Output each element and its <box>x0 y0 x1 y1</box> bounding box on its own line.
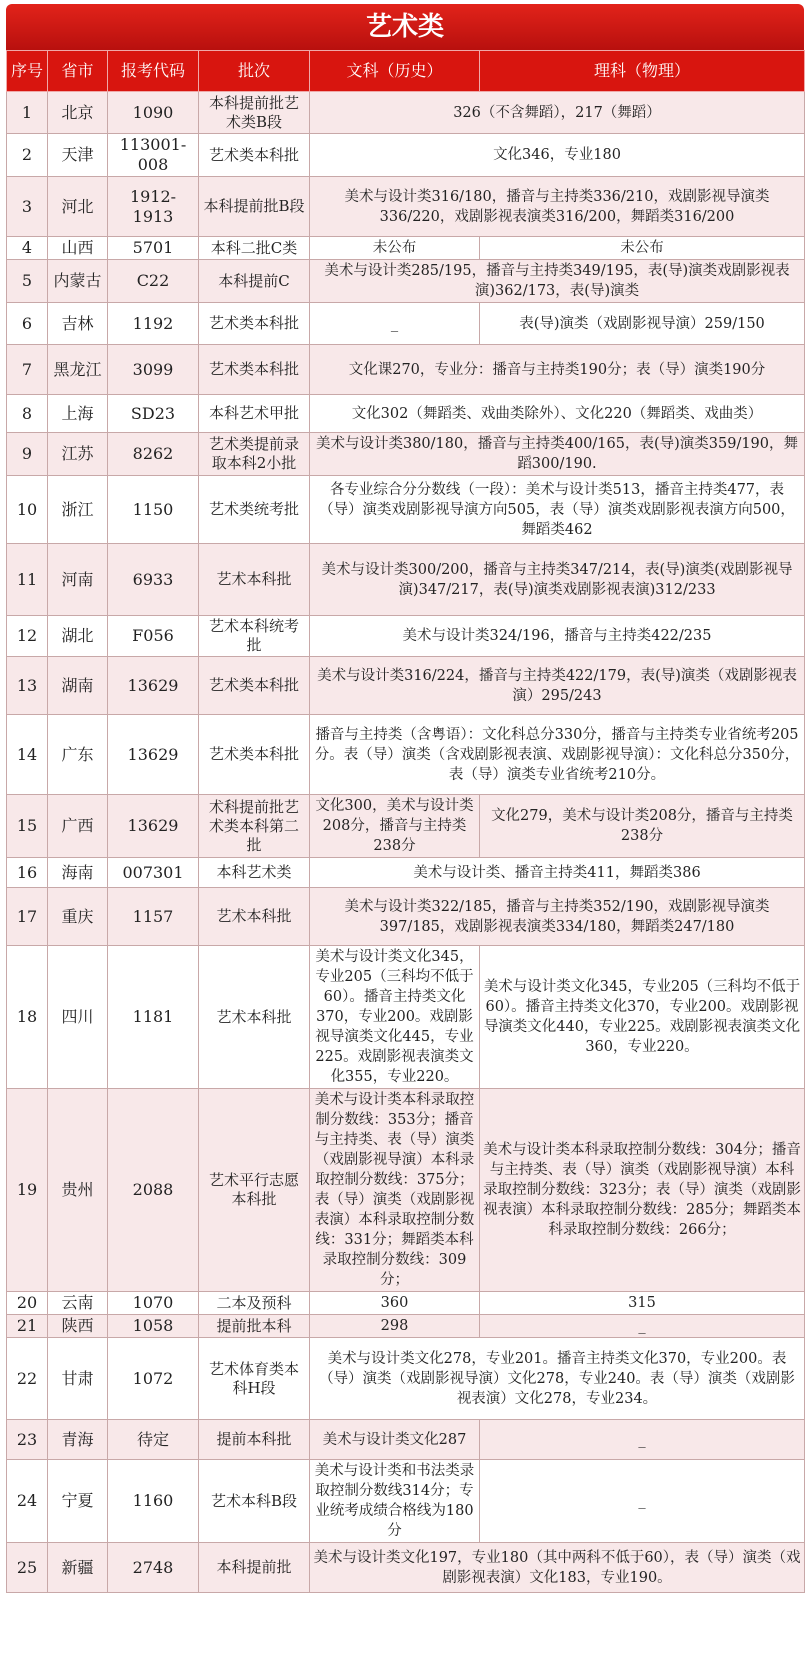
row-code: 1072 <box>108 1338 199 1420</box>
row-code: 13629 <box>108 657 199 715</box>
row-province: 青海 <box>48 1420 108 1460</box>
col-header-science: 理科（物理） <box>480 51 805 92</box>
row-index: 11 <box>7 544 48 616</box>
table-row <box>7 1460 805 1543</box>
table-row <box>7 92 805 134</box>
row-code: 13629 <box>108 795 199 858</box>
row-batch: 艺术本科批 <box>199 888 310 946</box>
row-score-liberal-arts: 文化300，美术与设计类208分，播音与主持类238分 <box>310 795 480 858</box>
row-province: 浙江 <box>48 476 108 544</box>
row-province: 重庆 <box>48 888 108 946</box>
row-code: 1181 <box>108 946 199 1089</box>
row-score-merged: 美术与设计类文化197，专业180（其中两科不低于60），表（导）演类（戏剧影视表演）文化183，专业190。 <box>310 1543 805 1593</box>
row-batch: 本科艺术甲批 <box>199 395 310 433</box>
row-score-merged: 各专业综合分分数线（一段）：美术与设计类513，播音主持类477，表（导）演类戏剧影视导演方向505，表（导）演类戏剧影视表演方向500，舞蹈类462 <box>310 476 805 544</box>
row-score-liberal-arts: 美术与设计类本科录取控制分数线：353分；播音与主持类、表（导）演类（戏剧影视导演）本科录取控制分数线：375分；表（导）演类（戏剧影视表演）本科录取控制分数线：331分；舞蹈类本科录取控制分数线：309分； <box>310 1089 480 1292</box>
row-code: 13629 <box>108 715 199 795</box>
row-code: 3099 <box>108 345 199 395</box>
row-batch: 艺术本科统考批 <box>199 616 310 657</box>
row-code: C22 <box>108 260 199 303</box>
row-index: 16 <box>7 858 48 888</box>
row-batch: 艺术体育类本科H段 <box>199 1338 310 1420</box>
table-row <box>7 433 805 476</box>
col-header-batch: 批次 <box>199 51 310 92</box>
row-index: 2 <box>7 134 48 177</box>
table-row <box>7 237 805 260</box>
row-code: 1070 <box>108 1292 199 1315</box>
col-header-index: 序号 <box>7 51 48 92</box>
row-score-liberal-arts: 美术与设计类和书法类录取控制分数线314分；专业统考成绩合格线为180分 <box>310 1460 480 1543</box>
row-index: 15 <box>7 795 48 858</box>
table-row <box>7 303 805 345</box>
row-score-merged: 播音与主持类（含粤语）：文化科总分330分，播音与主持类专业省统考205分。表（导）演类（含戏剧影视表演、戏剧影视导演）：文化科总分350分，表（导）演类专业省统考210分。 <box>310 715 805 795</box>
table-row <box>7 946 805 1089</box>
table-title: 艺术类 <box>6 4 804 50</box>
row-score-merged: 文化302（舞蹈类、戏曲类除外）、文化220（舞蹈类、戏曲类） <box>310 395 805 433</box>
row-batch: 艺术类本科批 <box>199 303 310 345</box>
row-score-merged: 美术与设计类322/185，播音与主持类352/190，戏剧影视导演类397/185，戏剧影视表演类334/180，舞蹈类247/180 <box>310 888 805 946</box>
row-code: 1192 <box>108 303 199 345</box>
row-province: 广东 <box>48 715 108 795</box>
row-code: SD23 <box>108 395 199 433</box>
row-score-merged: 美术与设计类316/180，播音与主持类336/210，戏剧影视导演类336/220，戏剧影视表演类316/200，舞蹈类316/200 <box>310 177 805 237</box>
row-score-science: 文化279，美术与设计类208分，播音与主持类238分 <box>480 795 805 858</box>
row-batch: 艺术类本科批 <box>199 345 310 395</box>
table-row <box>7 1338 805 1420</box>
table-row <box>7 395 805 433</box>
table-row <box>7 1089 805 1292</box>
row-score-merged: 美术与设计类300/200，播音与主持类347/214，表(导)演类(戏剧影视导演)347/217，表(导)演类戏剧影视表演)312/233 <box>310 544 805 616</box>
header-row <box>7 51 805 92</box>
row-batch: 术科提前批艺术类本科第二批 <box>199 795 310 858</box>
row-batch: 本科提前批 <box>199 1543 310 1593</box>
row-province: 内蒙古 <box>48 260 108 303</box>
row-province: 江苏 <box>48 433 108 476</box>
row-index: 23 <box>7 1420 48 1460</box>
row-batch: 艺术类本科批 <box>199 134 310 177</box>
row-province: 吉林 <box>48 303 108 345</box>
row-index: 18 <box>7 946 48 1089</box>
row-score-science: 美术与设计类本科录取控制分数线：304分；播音与主持类、表（导）演类（戏剧影视导演）本科录取控制分数线：323分；表（导）演类（戏剧影视表演）本科录取控制分数线：285分；舞蹈类本科录取控制分数线：266分； <box>480 1089 805 1292</box>
row-code: 8262 <box>108 433 199 476</box>
row-score-merged: 326（不含舞蹈），217（舞蹈） <box>310 92 805 134</box>
row-score-merged: 美术与设计类、播音主持类411，舞蹈类386 <box>310 858 805 888</box>
row-code: 2748 <box>108 1543 199 1593</box>
row-batch: 艺术类统考批 <box>199 476 310 544</box>
row-batch: 本科提前C <box>199 260 310 303</box>
row-code: F056 <box>108 616 199 657</box>
row-batch: 提前批本科 <box>199 1315 310 1338</box>
row-code: 1157 <box>108 888 199 946</box>
row-batch: 艺术本科批 <box>199 544 310 616</box>
row-province: 甘肃 <box>48 1338 108 1420</box>
row-batch: 艺术本科B段 <box>199 1460 310 1543</box>
row-province: 山西 <box>48 237 108 260</box>
row-batch: 艺术类本科批 <box>199 715 310 795</box>
row-batch: 提前本科批 <box>199 1420 310 1460</box>
table-row <box>7 795 805 858</box>
row-index: 19 <box>7 1089 48 1292</box>
row-score-science: _ <box>480 1420 805 1460</box>
table-row <box>7 1292 805 1315</box>
row-province: 湖南 <box>48 657 108 715</box>
row-score-science: _ <box>480 1315 805 1338</box>
row-index: 9 <box>7 433 48 476</box>
table-row <box>7 888 805 946</box>
row-index: 22 <box>7 1338 48 1420</box>
row-batch: 艺术类本科批 <box>199 657 310 715</box>
table-row <box>7 715 805 795</box>
row-batch: 艺术本科批 <box>199 946 310 1089</box>
table-row <box>7 1420 805 1460</box>
row-score-science: 表(导)演类（戏剧影视导演）259/150 <box>480 303 805 345</box>
row-score-science: _ <box>480 1460 805 1543</box>
row-province: 陕西 <box>48 1315 108 1338</box>
row-code: 007301 <box>108 858 199 888</box>
row-index: 21 <box>7 1315 48 1338</box>
row-score-merged: 美术与设计类324/196，播音与主持类422/235 <box>310 616 805 657</box>
row-province: 云南 <box>48 1292 108 1315</box>
row-score-liberal-arts: 298 <box>310 1315 480 1338</box>
row-code: 1058 <box>108 1315 199 1338</box>
row-province: 宁夏 <box>48 1460 108 1543</box>
row-code: 1150 <box>108 476 199 544</box>
row-score-merged: 美术与设计类380/180，播音与主持类400/165，表(导)演类359/190，舞蹈300/190. <box>310 433 805 476</box>
table-body <box>7 92 805 1593</box>
row-score-science: 未公布 <box>480 237 805 260</box>
row-code: 113001-008 <box>108 134 199 177</box>
row-score-liberal-arts: 美术与设计类文化287 <box>310 1420 480 1460</box>
row-score-liberal-arts: 未公布 <box>310 237 480 260</box>
row-batch: 本科二批C类 <box>199 237 310 260</box>
table-row <box>7 345 805 395</box>
row-code: 1090 <box>108 92 199 134</box>
row-index: 14 <box>7 715 48 795</box>
row-province: 黑龙江 <box>48 345 108 395</box>
row-score-merged: 美术与设计类285/195，播音与主持类349/195，表(导)演类戏剧影视表演)362/173，表(导)演类 <box>310 260 805 303</box>
row-province: 湖北 <box>48 616 108 657</box>
row-index: 1 <box>7 92 48 134</box>
table-row <box>7 1315 805 1338</box>
table-row <box>7 476 805 544</box>
row-index: 6 <box>7 303 48 345</box>
row-batch: 本科提前批B段 <box>199 177 310 237</box>
table-row <box>7 858 805 888</box>
table-row <box>7 134 805 177</box>
table-row <box>7 1543 805 1593</box>
row-index: 8 <box>7 395 48 433</box>
row-province: 广西 <box>48 795 108 858</box>
table-row <box>7 616 805 657</box>
row-score-merged: 文化346，专业180 <box>310 134 805 177</box>
row-code: 1912-1913 <box>108 177 199 237</box>
row-province: 海南 <box>48 858 108 888</box>
col-header-code: 报考代码 <box>108 51 199 92</box>
row-index: 5 <box>7 260 48 303</box>
row-province: 河南 <box>48 544 108 616</box>
row-province: 上海 <box>48 395 108 433</box>
table-row <box>7 544 805 616</box>
row-code: 2088 <box>108 1089 199 1292</box>
row-batch: 本科艺术类 <box>199 858 310 888</box>
score-table <box>6 50 805 1593</box>
table-row <box>7 177 805 237</box>
row-score-science: 315 <box>480 1292 805 1315</box>
row-score-science: 美术与设计类文化345，专业205（三科均不低于60）。播音主持类文化370，专业200。戏剧影视导演类文化440，专业225。戏剧影视表演类文化360，专业220。 <box>480 946 805 1089</box>
row-index: 24 <box>7 1460 48 1543</box>
col-header-province: 省市 <box>48 51 108 92</box>
row-batch: 二本及预科 <box>199 1292 310 1315</box>
row-province: 河北 <box>48 177 108 237</box>
table-row <box>7 657 805 715</box>
row-index: 25 <box>7 1543 48 1593</box>
row-index: 3 <box>7 177 48 237</box>
row-index: 4 <box>7 237 48 260</box>
row-batch: 艺术平行志愿本科批 <box>199 1089 310 1292</box>
row-score-liberal-arts: 美术与设计类文化345，专业205（三科均不低于60）。播音主持类文化370，专业200。戏剧影视导演类文化445，专业225。戏剧影视表演类文化355，专业220。 <box>310 946 480 1089</box>
row-index: 7 <box>7 345 48 395</box>
col-header-liberal-arts: 文科（历史） <box>310 51 480 92</box>
row-score-merged: 文化课270，专业分：播音与主持类190分；表（导）演类190分 <box>310 345 805 395</box>
row-province: 新疆 <box>48 1543 108 1593</box>
row-code: 6933 <box>108 544 199 616</box>
row-batch: 艺术类提前录取本科2小批 <box>199 433 310 476</box>
row-index: 17 <box>7 888 48 946</box>
row-code: 待定 <box>108 1420 199 1460</box>
row-code: 5701 <box>108 237 199 260</box>
row-province: 贵州 <box>48 1089 108 1292</box>
row-score-liberal-arts: 360 <box>310 1292 480 1315</box>
row-province: 四川 <box>48 946 108 1089</box>
row-index: 20 <box>7 1292 48 1315</box>
row-batch: 本科提前批艺术类B段 <box>199 92 310 134</box>
row-score-merged: 美术与设计类文化278，专业201。播音主持类文化370，专业200。表（导）演类（戏剧影视导演）文化278，专业240。表（导）演类（戏剧影视表演）文化278，专业234。 <box>310 1338 805 1420</box>
row-index: 10 <box>7 476 48 544</box>
row-score-liberal-arts: _ <box>310 303 480 345</box>
row-province: 天津 <box>48 134 108 177</box>
row-index: 12 <box>7 616 48 657</box>
row-province: 北京 <box>48 92 108 134</box>
row-code: 1160 <box>108 1460 199 1543</box>
row-score-merged: 美术与设计类316/224，播音与主持类422/179，表(导)演类（戏剧影视表演）295/243 <box>310 657 805 715</box>
row-index: 13 <box>7 657 48 715</box>
table-row <box>7 260 805 303</box>
